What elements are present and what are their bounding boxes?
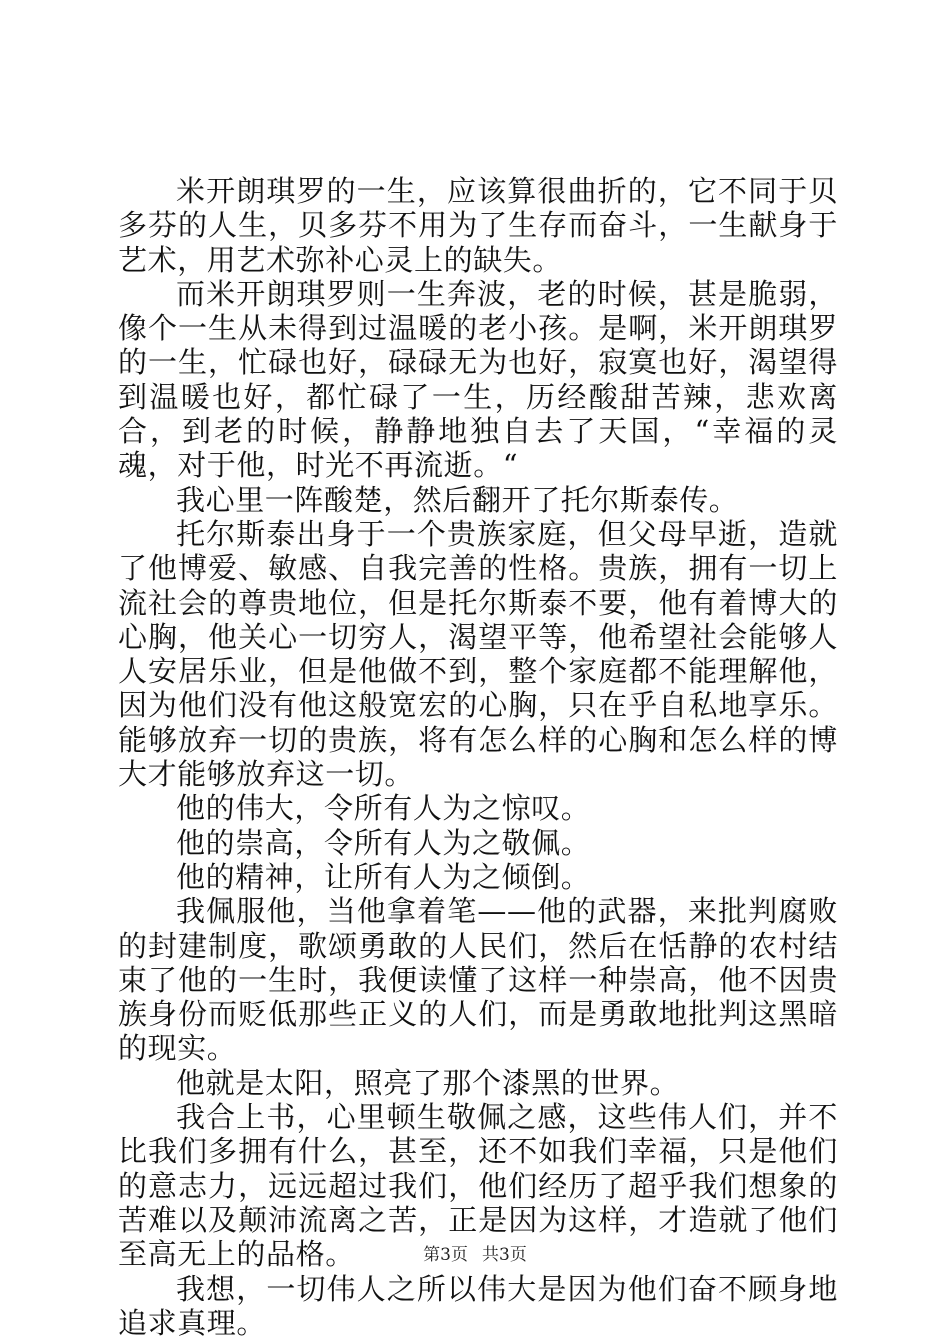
- paragraph: 他就是太阳，照亮了那个漆黑的世界。: [176, 1065, 680, 1100]
- page-number: 第3页: [423, 1245, 468, 1265]
- paragraph: 而米开朗琪罗则一生奔波，老的时候，甚是脆弱，像个一生从未得到过温暖的老小孩。是啊，米开朗琪罗的一生，忙碌也好，碌碌无为也好，寂寞也好，渴望得到温暖也好，都忙碌了一生，历经酸甜苦辣，悲欢离合，到老的时候，静静地独自去了天国，“幸福的灵魂，对于他，时光不再流逝。“: [118, 276, 838, 483]
- page-total: 共3页: [482, 1245, 527, 1265]
- document-body: [118, 174, 838, 1340]
- paragraph: 我心里一阵酸楚，然后翻开了托尔斯泰传。: [176, 482, 739, 517]
- page-footer: [0, 1244, 950, 1266]
- paragraph: 我合上书，心里顿生敬佩之感，这些伟人们，并不比我们多拥有什么，甚至，还不如我们幸福，只是他们的意志力，远远超过我们，他们经历了超乎我们想象的苦难以及颠沛流离之苦，正是因为这样，才造就了他们至高无上的品格。: [118, 1100, 838, 1272]
- paragraph: 我想，一切伟人之所以伟大是因为他们奋不顾身地追求真理。: [118, 1271, 838, 1340]
- paragraph: 他的崇高，令所有人为之敬佩。: [176, 825, 591, 860]
- paragraph: 米开朗琪罗的一生，应该算很曲折的，它不同于贝多芬的人生，贝多芬不用为了生存而奋斗，一生献身于艺术，用艺术弥补心灵上的缺失。: [118, 174, 838, 277]
- paragraph: 我佩服他，当他拿着笔——他的武器，来批判腐败的封建制度，歌颂勇敢的人民们，然后在恬静的农村结束了他的一生时，我便读懂了这样一种崇高，他不因贵族身份而贬低那些正义的人们，而是勇敢地批判这黑暗的现实。: [118, 894, 838, 1066]
- paragraph: 托尔斯泰出身于一个贵族家庭，但父母早逝，造就了他博爱、敏感、自我完善的性格。贵族，拥有一切上流社会的尊贵地位，但是托尔斯泰不要，他有着博大的心胸，他关心一切穷人，渴望平等，他希望社会能够人人安居乐业，但是他做不到，整个家庭都不能理解他，因为他们没有他这般宽宏的心胸，只在乎自私地享乐。能够放弃一切的贵族，将有怎么样的心胸和怎么样的博大才能够放弃这一切。: [118, 516, 838, 792]
- paragraph: 他的伟大，令所有人为之惊叹。: [176, 791, 591, 826]
- paragraph: 他的精神，让所有人为之倾倒。: [176, 859, 591, 894]
